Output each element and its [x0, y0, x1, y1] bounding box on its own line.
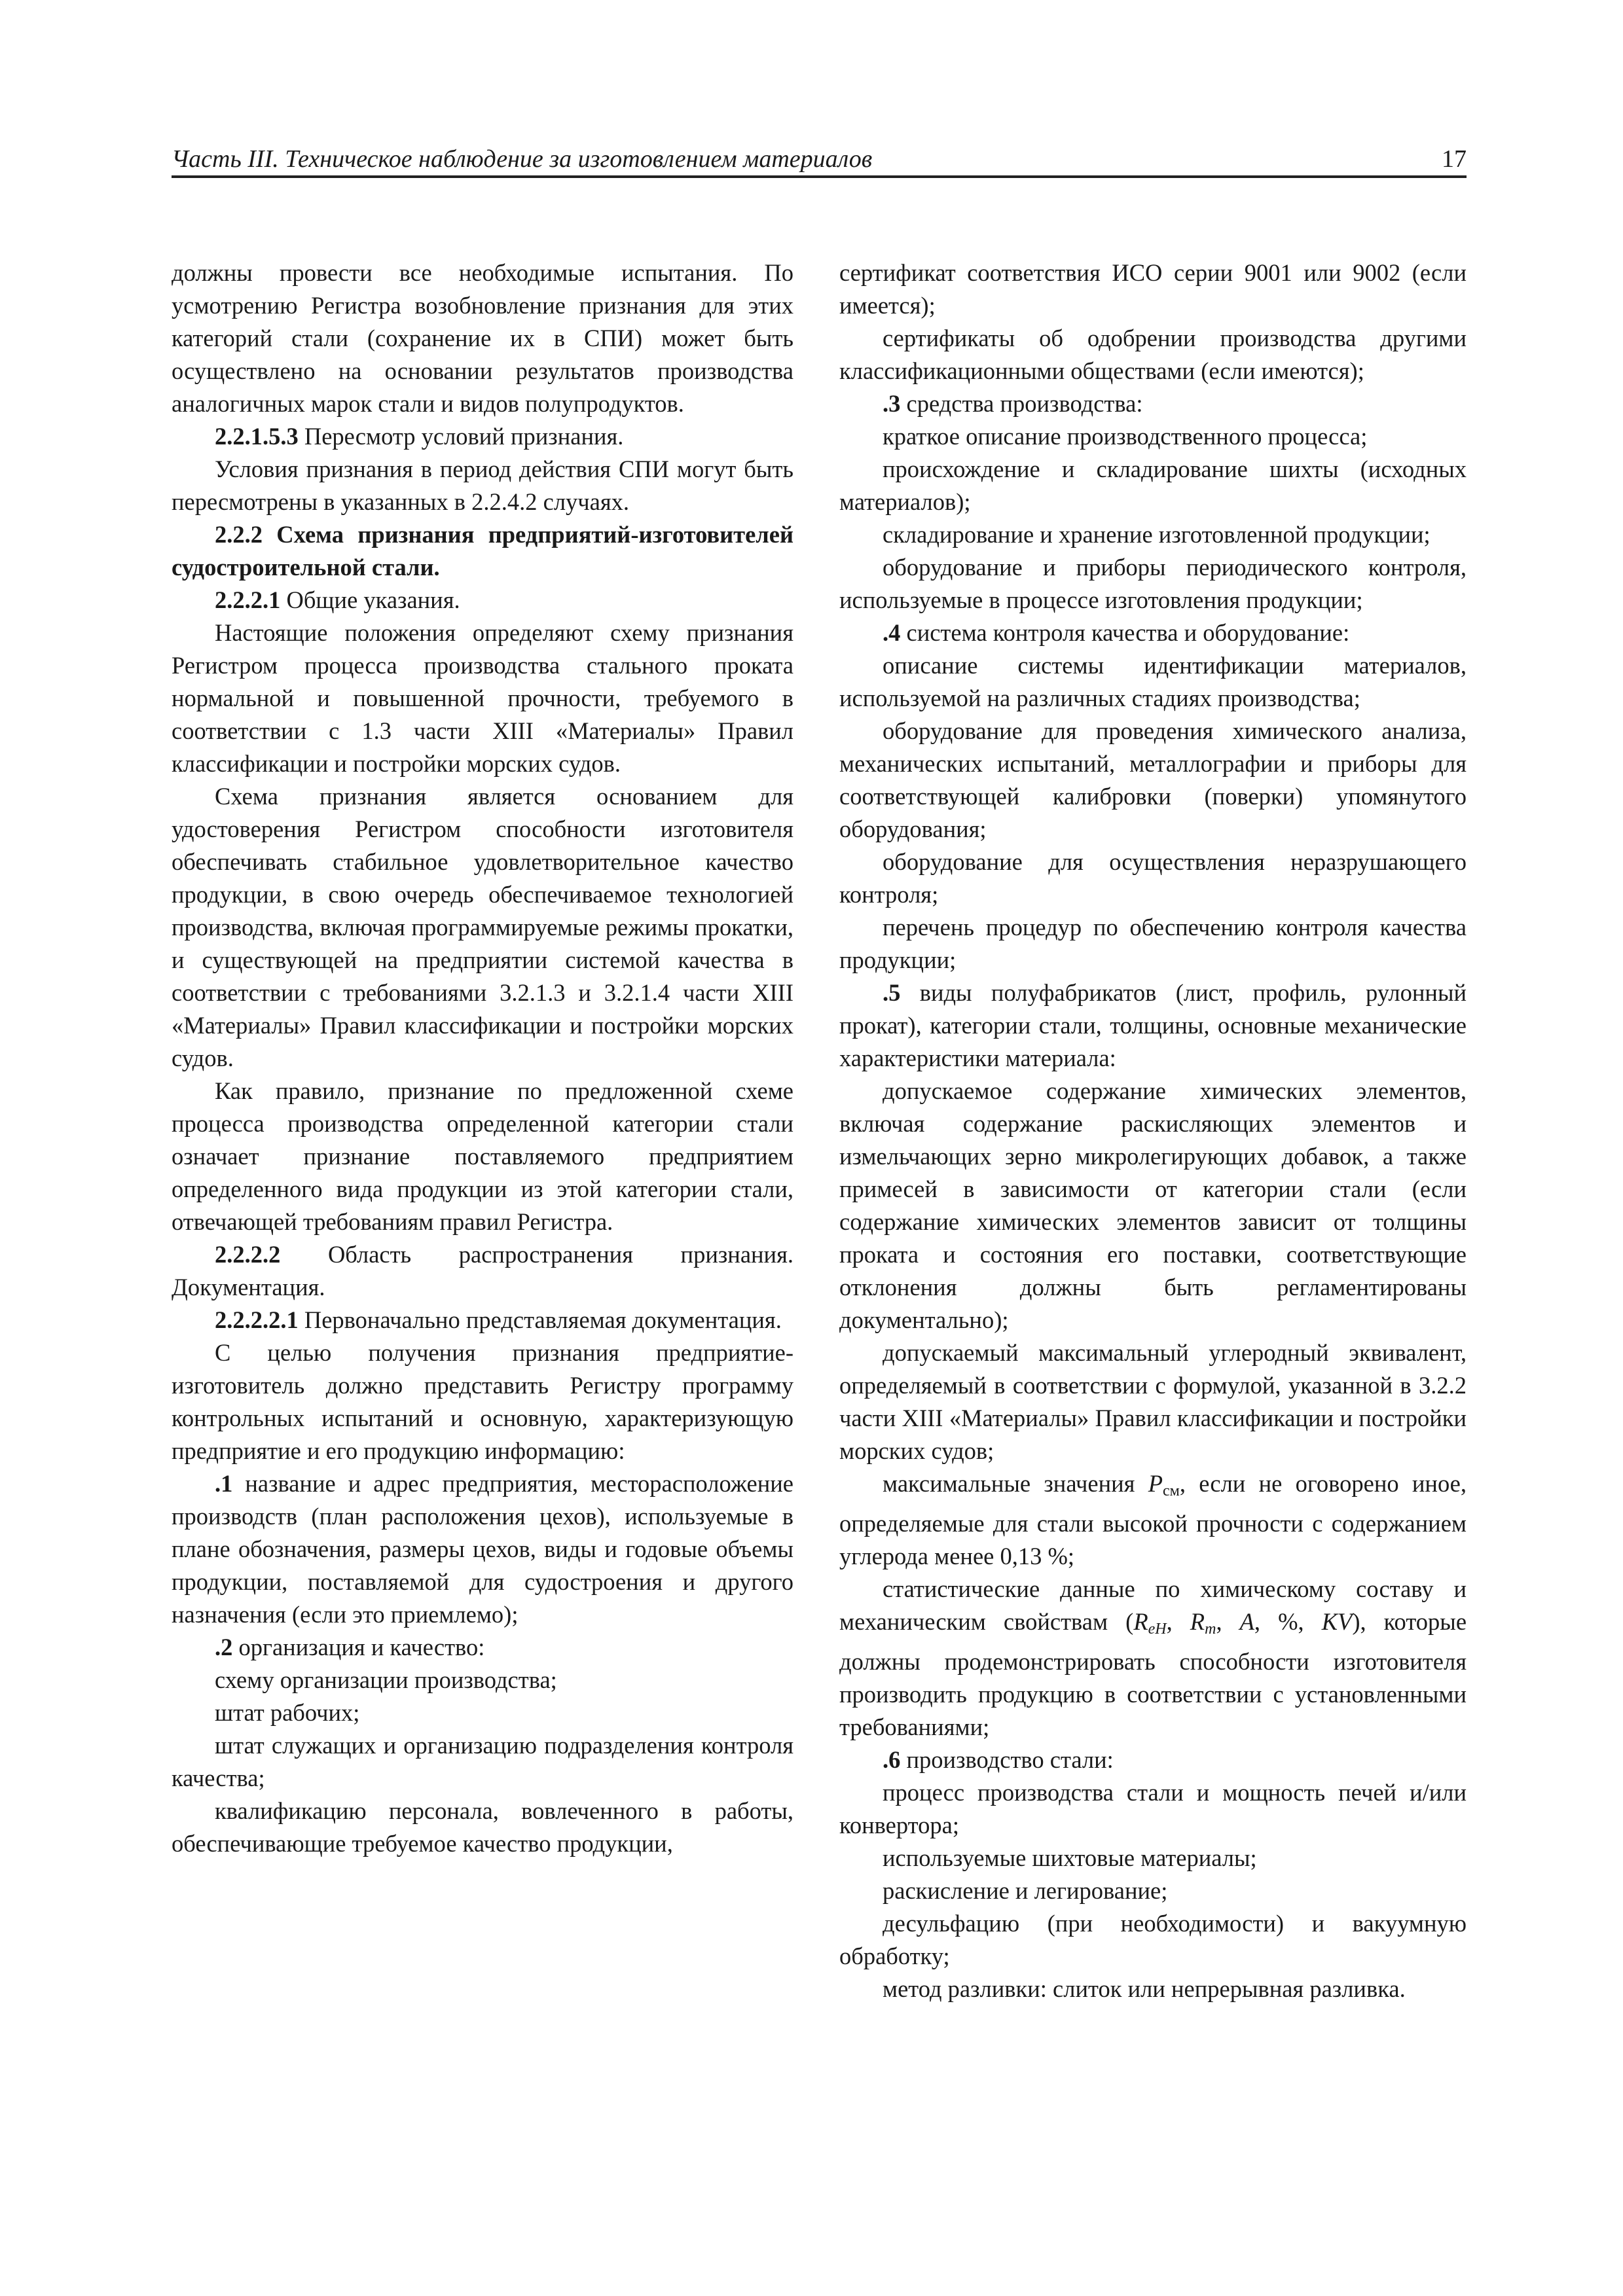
- sub-item: оборудование для осуществления неразрушающего контроля;: [839, 848, 1467, 908]
- text-fragment: максимальные значения: [883, 1470, 1148, 1497]
- sub-item: штат служащих и организацию подразделения контроля качества;: [172, 1732, 793, 1791]
- section-number: 2.2.2.2: [215, 1241, 281, 1268]
- text-fragment: ), которые должны продемонстрировать способности изготовителя производить продукцию в соответствии с установленными требованиями;: [839, 1608, 1467, 1740]
- item-number: .5: [883, 979, 901, 1006]
- paragraph: Схема признания является основанием для удостоверения Регистром способности изготовителя обеспечивать стабильное удовлетворительное качество продукции, в свою очередь обеспечиваемое технологией производства, включая программируемые режимы прокатки, и существующей на предприятии системой качества в соответствии с требованиями 3.2.1.3 и 3.2.1.4 части XIII «Материалы» Правил классификации и постройки морских судов.: [172, 783, 793, 1071]
- sub-item: используемые шихтовые материалы;: [883, 1844, 1257, 1871]
- formula-subscript: eH: [1148, 1621, 1167, 1638]
- section-number: 2.2.2.2.1: [215, 1306, 299, 1333]
- item-number: .6: [883, 1746, 901, 1773]
- formula-symbol: R: [1133, 1608, 1148, 1635]
- paragraph: Как правило, признание по предложенной схеме процесса производства определенной категории стали означает признание поставляемого предприятием определенного вида продукции из этой категории стали, отвечающей требованиям правил Регистра.: [172, 1077, 793, 1235]
- paragraph: С целью получения признания предприятие-изготовитель должно представить Регистру программу контрольных испытаний и основную, характеризующую предприятие и его продукцию информацию:: [172, 1339, 793, 1464]
- sub-item: оборудование для проведения химического анализа, механических испытаний, металлографии и приборы для соответствующей калибровки (поверки) упомянутого оборудования;: [839, 717, 1467, 842]
- sub-item: складирование и хранение изготовленной продукции;: [883, 521, 1431, 548]
- sub-item: допускаемое содержание химических элементов, включая содержание раскисляющих элементов и измельчающих зерно микролегирующих добавок, а также примесей в зависимости от категории стали (если содержание химических элементов зависит от толщины проката и состояния его поставки, соответствующие отклонения должны быть регламентированы документально);: [839, 1077, 1467, 1333]
- sub-item-pcm: [839, 1467, 1467, 1573]
- sub-item: десульфацию (при необходимости) и вакуумную обработку;: [839, 1910, 1467, 1969]
- paragraph: должны провести все необходимые испытания. По усмотрению Регистра возобновление признания для этих категорий стали (сохранение их в СПИ) может быть осуществлено на основании результатов производства аналогичных марок стали и видов полупродуктов.: [172, 259, 793, 417]
- list-item-6: [839, 1744, 1467, 1776]
- section-2-2-2-1: [172, 584, 793, 617]
- list-item-4: [839, 617, 1467, 649]
- sub-item: сертификаты об одобрении производства другими классификационными обществами (если имеются);: [839, 325, 1467, 384]
- sub-item: сертификат соответствия ИСО серии 9001 или 9002 (если имеется);: [839, 259, 1467, 319]
- header-title: Часть III. Техническое наблюдение за изготовлением материалов: [172, 145, 873, 173]
- section-2-2-1-5-3: [172, 420, 793, 453]
- paragraph: Настоящие положения определяют схему признания Регистром процесса производства стального проката нормальной и повышенной прочности, требуемого в соответствии с 1.3 части XIII «Материалы» Правил классификации и постройки морских судов.: [172, 619, 793, 777]
- section-title: Пересмотр условий признания.: [304, 423, 624, 450]
- list-item-2: [172, 1631, 793, 1664]
- text-fragment: , %,: [1254, 1608, 1322, 1635]
- text-fragment: ,: [1166, 1608, 1190, 1635]
- section-title: Область распространения признания. Документация.: [172, 1241, 793, 1300]
- sub-item: квалификацию персонала, вовлеченного в работы, обеспечивающие требуемое качество продукции,: [172, 1797, 793, 1857]
- text-fragment: , если не оговорено иное, определяемые для стали высокой прочности с содержанием углерода менее 0,13 %;: [839, 1470, 1467, 1570]
- item-number: .1: [215, 1470, 233, 1497]
- right-column: [839, 257, 1467, 2005]
- sub-item: оборудование и приборы периодического контроля, используемые в процессе изготовления продукции;: [839, 554, 1467, 613]
- page-number: 17: [1442, 145, 1467, 173]
- left-column: [172, 257, 793, 1860]
- section-2-2-2-2-1: [172, 1304, 793, 1336]
- section-title: Первоначально представляемая документация.: [304, 1306, 782, 1333]
- formula-subscript: см: [1163, 1482, 1180, 1499]
- item-text: виды полуфабрикатов (лист, профиль, рулонный прокат), категории стали, толщины, основные механические характеристики материала:: [839, 979, 1467, 1071]
- list-item-1: [172, 1467, 793, 1631]
- item-text: производство стали:: [906, 1746, 1114, 1773]
- item-text: средства производства:: [906, 390, 1143, 417]
- item-text: организация и качество:: [238, 1634, 485, 1660]
- text-fragment: статистические данные по химическому составу и механическим свойствам (: [839, 1575, 1467, 1635]
- item-text: название и адрес предприятия, месторасположение производств (план расположения цехов), используемые в плане обозначения, размеры цехов, виды и годовые объемы продукции, поставляемой для судостроения и другого назначения (если это приемлемо);: [172, 1470, 794, 1628]
- header-rule: [172, 175, 1467, 178]
- item-text: система контроля качества и оборудование:: [906, 619, 1350, 646]
- section-number: 2.2.2.1: [215, 586, 281, 613]
- sub-item: процесс производства стали и мощность печей и/или конвертора;: [839, 1779, 1467, 1839]
- text-fragment: ,: [1216, 1608, 1240, 1635]
- sub-item: краткое описание производственного процесса;: [883, 423, 1368, 450]
- item-number: .2: [215, 1634, 233, 1660]
- sub-item: допускаемый максимальный углеродный эквивалент, определяемый в соответствии с формулой, указанной в 3.2.2 части XIII «Материалы» Правил классификации и постройки морских судов;: [839, 1339, 1467, 1464]
- sub-item: раскисление и легирование;: [883, 1877, 1168, 1904]
- list-item-5: [839, 977, 1467, 1075]
- section-title: Общие указания.: [286, 586, 460, 613]
- sub-item: описание системы идентификации материалов, используемой на различных стадиях производства;: [839, 652, 1467, 711]
- formula-symbol: KV: [1321, 1608, 1353, 1635]
- list-item-3: [839, 387, 1467, 420]
- sub-item: происхождение и складирование шихты (исходных материалов);: [839, 456, 1467, 515]
- sub-item-statistics: [839, 1573, 1467, 1744]
- formula-symbol: R: [1190, 1608, 1205, 1635]
- sub-item: схему организации производства;: [215, 1666, 557, 1693]
- section-number: 2.2.1.5.3: [215, 423, 299, 450]
- formula-symbol: A: [1239, 1608, 1254, 1635]
- formula-subscript: m: [1205, 1621, 1216, 1638]
- sub-item: метод разливки: слиток или непрерывная разливка.: [883, 1975, 1406, 2002]
- section-2-2-2-2: [172, 1238, 793, 1304]
- formula-symbol: P: [1148, 1470, 1163, 1497]
- item-number: .3: [883, 390, 901, 417]
- heading-2-2-2: 2.2.2 Схема признания предприятий-изготовителей судостроительной стали.: [172, 521, 793, 581]
- sub-item: перечень процедур по обеспечению контроля качества продукции;: [839, 914, 1467, 973]
- sub-item: штат рабочих;: [215, 1699, 360, 1726]
- item-number: .4: [883, 619, 901, 646]
- paragraph: Условия признания в период действия СПИ могут быть пересмотрены в указанных в 2.2.4.2 случаях.: [172, 456, 793, 515]
